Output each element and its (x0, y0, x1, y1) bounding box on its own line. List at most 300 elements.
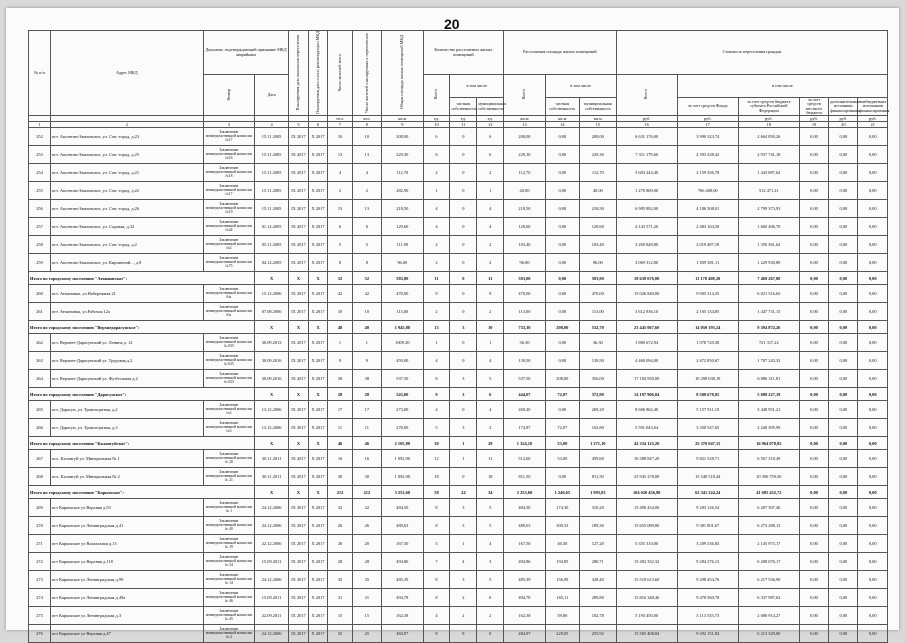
table-row (29, 128, 888, 146)
subtotal-cell: 0,00 (858, 388, 888, 401)
table-cell: 0,00 (799, 589, 828, 607)
table-cell: 9 (423, 285, 450, 303)
table-cell: 1 229 930,89 (738, 254, 799, 272)
table-cell: 2 240 395,99 (738, 419, 799, 437)
table-cell: 0,00 (858, 553, 888, 571)
table-cell: 218,50 (382, 200, 424, 218)
table-cell: 16 (328, 450, 352, 468)
doc-date-cell: 24.12.2006 (254, 499, 288, 517)
table-cell: 0,00 (799, 607, 828, 625)
doc-date-cell: 15.11.2005 (254, 164, 288, 182)
resettlement-register-table (28, 30, 888, 643)
subtotal-cell: 34 (477, 486, 504, 499)
subtotal-cell: 28 (328, 388, 352, 401)
doc-date-cell: 24.12.2006 (254, 571, 288, 589)
table-cell: 0,00 (829, 419, 858, 437)
table-cell: 2 799 373,93 (738, 200, 799, 218)
row-number-cell: 264 (29, 370, 51, 388)
table-cell: 0,00 (829, 303, 858, 321)
table-cell: 4 (477, 352, 504, 370)
table-cell: IX 2017 (289, 419, 309, 437)
table-cell: 17 184 950,00 (616, 370, 677, 388)
row-number-cell: 274 (29, 589, 51, 607)
table-cell: 5 (477, 517, 504, 535)
doc-number-cell: Заключение межведомственной комиссии № 46 (203, 589, 254, 607)
table-cell: 1 (352, 334, 381, 352)
table-cell: 0,00 (799, 128, 828, 146)
unit-cell: руб. (858, 116, 888, 122)
table-cell: 139,50 (504, 352, 546, 370)
table-cell: 3 (450, 499, 477, 517)
column-number-cell: 16 (616, 122, 677, 128)
table-cell: 0,00 (799, 164, 828, 182)
header-area-group: Расселяемая площадь жилых помещений (504, 31, 616, 75)
table-cell: 5 (423, 535, 450, 553)
table-cell: 113,00 (579, 303, 616, 321)
unit-cell: ед. (477, 116, 504, 122)
table-cell: 2 (450, 589, 477, 607)
table-cell: X 2017 (308, 370, 328, 388)
table-cell: IX 2017 (289, 128, 309, 146)
subtotal-cell: 58 (423, 486, 450, 499)
column-number-cell: 1 (29, 122, 51, 128)
table-cell: 8 (450, 625, 477, 643)
table-row (29, 419, 888, 437)
subtotal-cell: X (308, 437, 328, 450)
table-cell: 13 (328, 200, 352, 218)
table-cell: 31 (352, 589, 381, 607)
table-cell: 162,38 (382, 607, 424, 625)
table-cell: 40,30 (545, 535, 579, 553)
unit-cell: руб. (829, 116, 858, 122)
table-cell: IX 2017 (289, 200, 309, 218)
table-cell: IX 2017 (289, 218, 309, 236)
table-cell: 0,00 (799, 517, 828, 535)
header-address: Адрес МКД (50, 31, 203, 116)
table-cell: 9 821 528,71 (677, 450, 738, 468)
subtotal-cell: 42 334 125,20 (616, 437, 677, 450)
address-cell: пгт Карымское ул Ленинградская д.3 (50, 607, 203, 625)
table-cell: 282,90 (382, 182, 424, 200)
table-cell: 17 (328, 401, 352, 419)
doc-date-cell: 05.11.2005 (254, 236, 288, 254)
table-cell: 721 317,22 (738, 334, 799, 352)
table-cell: 1 278 800,00 (616, 182, 677, 200)
subtotal-cell: 0,00 (829, 321, 858, 334)
table-row (29, 468, 888, 486)
table-row (29, 401, 888, 419)
table-cell: 0,00 (858, 450, 888, 468)
doc-number-cell: Заключение межведомственной комиссии №44 (203, 218, 254, 236)
table-cell: IX 2017 (289, 285, 309, 303)
table-cell: 1 (477, 334, 504, 352)
row-number-cell: 252 (29, 128, 51, 146)
header-doc-num: Номер (203, 75, 254, 116)
subtotal-cell: 52 (352, 272, 381, 285)
table-cell: IX 2017 (289, 352, 309, 370)
doc-date-cell: 15.11.2005 (254, 182, 288, 200)
table-cell: 0 (450, 334, 477, 352)
table-cell: 5 193 450,00 (616, 607, 677, 625)
table-cell: 0 (450, 236, 477, 254)
table-cell: 0,00 (858, 164, 888, 182)
doc-number-cell: Заключение межведомственной комиссии № 025 (203, 352, 254, 370)
subtotal-cell: 444,07 (504, 388, 546, 401)
table-cell: 112,70 (382, 164, 424, 182)
table-cell: X 2017 (308, 419, 328, 437)
table-cell: 10 (352, 303, 381, 321)
table-cell: 0,00 (545, 334, 579, 352)
table-cell: 1 078 720,58 (677, 334, 738, 352)
table-cell: 3 069 312,00 (616, 254, 677, 272)
table-cell: X 2017 (308, 164, 328, 182)
table-cell: 4 393 438,42 (677, 146, 738, 164)
table-cell: 0,00 (799, 401, 828, 419)
table-cell: 2 937 741,18 (738, 146, 799, 164)
table-cell: 3 (450, 571, 477, 589)
table-cell: 0,00 (858, 146, 888, 164)
subtotal-cell: 0,00 (799, 486, 828, 499)
table-cell: 300,33 (545, 517, 579, 535)
table-cell: 4 (423, 401, 450, 419)
table-cell: 494,78 (504, 589, 546, 607)
table-cell: 3 209 336,83 (677, 535, 738, 553)
table-cell: 6 (477, 146, 504, 164)
table-cell: 811,50 (579, 468, 616, 486)
table-cell: 0,00 (545, 468, 579, 486)
table-cell: 537,50 (382, 370, 424, 388)
subtotal-cell: 62 341 224,24 (677, 486, 738, 499)
subtotal-row (29, 388, 888, 401)
unit-cell: ед. (423, 116, 450, 122)
table-cell: 0,00 (858, 370, 888, 388)
table-cell: 103,40 (504, 236, 546, 254)
header-cost-local: за счет средств местного бюджета (799, 97, 828, 116)
table-cell: 28 (328, 553, 352, 571)
table-cell: 229,30 (504, 146, 546, 164)
table-cell: 0,00 (545, 352, 579, 370)
table-cell: 1 (423, 182, 450, 200)
table-cell: 0 (450, 182, 477, 200)
table-row (29, 182, 888, 200)
table-cell: X 2017 (308, 236, 328, 254)
doc-number-cell: Заключение межведомственной комиссии № 21 (203, 468, 254, 486)
document-page (6, 8, 899, 639)
table-cell: 0,00 (858, 128, 888, 146)
table-cell: 218,50 (504, 200, 546, 218)
table-cell: 459,00 (382, 352, 424, 370)
table-cell: 26 (328, 517, 352, 535)
column-number-cell: 12 (477, 122, 504, 128)
table-cell: 0,00 (799, 334, 828, 352)
unit-cell: руб. (616, 116, 677, 122)
subtotal-cell: 583,00 (504, 272, 546, 285)
table-cell: IX 2017 (289, 450, 309, 468)
table-cell: 15 518 613,60 (616, 571, 677, 589)
doc-number-cell: Заключение межведомственной комиссии №19 (203, 200, 254, 218)
subtotal-cell: 41 685 432,72 (738, 486, 799, 499)
table-cell: 208,00 (579, 128, 616, 146)
table-cell: X 2017 (308, 218, 328, 236)
table-cell: 8 (423, 571, 450, 589)
subtotal-cell: 0,00 (829, 437, 858, 450)
table-cell: 18 (477, 468, 504, 486)
subtotal-cell: 46 (328, 437, 352, 450)
address-cell: пгт. Дарасун, ул. Транспортная, д.2 (50, 401, 203, 419)
table-cell: 8 (352, 254, 381, 272)
table-cell: IX 2017 (289, 370, 309, 388)
subtotal-cell: 543,00 (382, 388, 424, 401)
table-cell: 15 816 348,46 (616, 589, 677, 607)
table-cell: 766 408,00 (677, 182, 738, 200)
table-cell: 20 (328, 535, 352, 553)
address-cell: пгт. Аксеново-Звиловское, ул. Сов.-город, д.25 (50, 146, 203, 164)
table-cell: 5 (352, 236, 381, 254)
subtotal-cell: 29 (477, 437, 504, 450)
table-row (29, 571, 888, 589)
table-cell: 32 (328, 499, 352, 517)
column-number-cell: 6 (308, 122, 328, 128)
table-cell: IX 2017 (289, 468, 309, 486)
column-number-cell: 2 (50, 122, 203, 128)
table-cell: 1 443 887,62 (738, 164, 799, 182)
table-cell: 5 355 310,00 (616, 535, 677, 553)
address-cell: пгт Карымское ул Верхняя д.118 (50, 553, 203, 571)
subtotal-cell: 11 (477, 272, 504, 285)
header-doc-date: Дата (254, 75, 288, 116)
row-number-cell: 262 (29, 334, 51, 352)
table-cell: 9 478 560,78 (677, 589, 738, 607)
table-cell: 174,87 (504, 419, 546, 437)
address-cell: пгт. Атмановка, ул.Рабочая 12а (50, 303, 203, 321)
header-rooms-private: частная собственность (450, 97, 477, 116)
table-row (29, 450, 888, 468)
table-cell: 1 (477, 182, 504, 200)
table-cell: 0,00 (829, 218, 858, 236)
subtotal-cell: 2 253,60 (504, 486, 546, 499)
table-cell: X 2017 (308, 334, 328, 352)
table-cell: 0 (450, 303, 477, 321)
doc-date-cell: 15.09.2011 (254, 589, 288, 607)
table-cell: 15 (328, 607, 352, 625)
subtotal-cell: 0,00 (858, 272, 888, 285)
table-cell: 3 269 848,80 (616, 236, 677, 254)
table-cell: 0,00 (858, 607, 888, 625)
table-cell: 0,00 (829, 607, 858, 625)
table-cell: 0,00 (858, 401, 888, 419)
table-cell: IX 2017 (289, 334, 309, 352)
column-number-cell: 11 (450, 122, 477, 128)
table-cell: 2 165 134,85 (677, 303, 738, 321)
table-cell: 2 (477, 607, 504, 625)
subtotal-label: Итого по городскому поселению "Дарасунское": (29, 388, 255, 401)
subtotal-row (29, 437, 888, 450)
column-number-cell: 7 (328, 122, 352, 128)
table-cell: 310,20 (579, 499, 616, 517)
table-cell: 0,00 (829, 352, 858, 370)
table-cell: 0,00 (799, 553, 828, 571)
table-cell: 113,00 (382, 303, 424, 321)
table-cell: 35 (352, 571, 381, 589)
table-cell: 18 (423, 468, 450, 486)
table-cell: 0,00 (829, 517, 858, 535)
table-cell: 96,00 (382, 254, 424, 272)
table-cell: 16 388 847,20 (616, 450, 677, 468)
table-cell: 0,00 (799, 236, 828, 254)
subtotal-cell: 53,00 (545, 437, 579, 450)
table-cell: 15 505 408,84 (616, 625, 677, 643)
table-cell: 484,50 (504, 499, 546, 517)
address-cell: пгт. Аксеново-Звиловское, ул. Сов.-город, д.23 (50, 128, 203, 146)
table-cell: 0,00 (799, 303, 828, 321)
table-cell: 2 019 487,18 (677, 236, 738, 254)
doc-number-cell: Заключение межведомственной комиссии № 45 (203, 607, 254, 625)
address-cell: пгт. Аксеново-Звиловское, ул. Сов.-город, д.26 (50, 200, 203, 218)
table-cell: 13 (328, 146, 352, 164)
table-cell: 512 471,21 (738, 182, 799, 200)
table-cell: 10 298 638,19 (677, 370, 738, 388)
table-cell: 0,00 (799, 468, 828, 486)
table-cell: X 2017 (308, 128, 328, 146)
subtotal-cell: X (289, 437, 309, 450)
doc-date-cell: 13.12.2006 (254, 401, 288, 419)
column-number-cell: 20 (829, 122, 858, 128)
subtotal-cell: 46 (352, 437, 381, 450)
column-number-cell: 9 (382, 122, 424, 128)
header-rooms-group: Количество расселяемых жилых помещений (423, 31, 504, 75)
subtotal-cell: 14 197 906,04 (616, 388, 677, 401)
table-cell: 2 (423, 254, 450, 272)
table-cell: 129,60 (382, 218, 424, 236)
table-cell: 484,97 (382, 625, 424, 643)
table-cell: 0,00 (799, 200, 828, 218)
table-cell: 2 (477, 254, 504, 272)
table-cell: 489,63 (504, 517, 546, 535)
table-cell: 0 (450, 401, 477, 419)
table-cell: 0 (450, 218, 477, 236)
table-cell: 2 672 850,67 (677, 352, 738, 370)
subtotal-cell: 0,00 (799, 272, 828, 285)
doc-number-cell: Заключение межведомственной комиссии № 20 (203, 450, 254, 468)
subtotal-cell: 25 370 047,15 (677, 437, 738, 450)
table-cell: X 2017 (308, 450, 328, 468)
table-cell: 1 660 406,70 (738, 218, 799, 236)
table-cell: 6 (328, 218, 352, 236)
table-cell: 2 145 973,17 (738, 535, 799, 553)
table-cell: 12 (423, 450, 450, 468)
table-cell: IX 2017 (289, 146, 309, 164)
table-cell: 20 (352, 535, 381, 553)
subtotal-row (29, 486, 888, 499)
table-cell: 255,92 (579, 625, 616, 643)
table-cell: 3 612 836,10 (616, 303, 677, 321)
table-cell: 0,00 (799, 218, 828, 236)
unit-cell: чел. (328, 116, 352, 122)
row-number-cell: 256 (29, 200, 51, 218)
subtotal-cell: 0,00 (545, 272, 579, 285)
row-number-cell: 269 (29, 499, 51, 517)
table-cell: 0,00 (829, 200, 858, 218)
subtotal-cell: 0,00 (858, 321, 888, 334)
table-cell: 0,00 (829, 499, 858, 517)
row-number-cell: 265 (29, 401, 51, 419)
column-number-cell: 17 (677, 122, 738, 128)
table-cell: 0,00 (858, 218, 888, 236)
table-cell: 40,00 (579, 182, 616, 200)
subtotal-cell: 9 (423, 388, 450, 401)
table-cell: 0,00 (858, 236, 888, 254)
table-cell: X 2017 (308, 553, 328, 571)
table-cell: 0,00 (858, 419, 888, 437)
column-number-cell: 5 (289, 122, 309, 128)
unit-cell: кв.м (545, 116, 579, 122)
table-cell: IX 2017 (289, 303, 309, 321)
table-cell: 489,63 (382, 517, 424, 535)
table-cell: 102,80 (579, 419, 616, 437)
subtotal-cell: X (254, 437, 288, 450)
table-cell: 6 (477, 128, 504, 146)
subtotal-cell: 212 (352, 486, 381, 499)
doc-number-cell: Заключение межведомственной комиссии №2 (203, 401, 254, 419)
doc-date-cell: 24.12.2006 (254, 625, 288, 643)
table-cell: 3 (450, 517, 477, 535)
table-cell: 156,99 (545, 571, 579, 589)
subtotal-cell: X (308, 272, 328, 285)
table-cell: 0 (450, 128, 477, 146)
doc-date-cell: 24.12.2006 (254, 517, 288, 535)
subtotal-cell: X (308, 388, 328, 401)
table-cell: 0,00 (545, 182, 579, 200)
table-cell: 0,00 (799, 285, 828, 303)
table-cell: 4 (477, 200, 504, 218)
table-cell: 9 381 801,67 (677, 517, 738, 535)
table-cell: 0,00 (829, 468, 858, 486)
header-area-incl: в том числе (545, 75, 616, 98)
doc-date-cell: 30.09.2016 (254, 352, 288, 370)
table-cell: 470,00 (382, 285, 424, 303)
table-cell: 4 143 571,20 (616, 218, 677, 236)
table-cell: 42 (328, 285, 352, 303)
row-number-cell: 268 (29, 468, 51, 486)
table-cell: 96,00 (504, 254, 546, 272)
table-cell: 7 311 179,60 (616, 146, 677, 164)
table-cell: 28 (352, 553, 381, 571)
table-cell: 1 (450, 535, 477, 553)
table-row (29, 303, 888, 321)
subtotal-cell: 1 324,10 (504, 437, 546, 450)
column-number-cell: 18 (738, 122, 799, 128)
table-cell: 3 113 535,73 (677, 607, 738, 625)
table-row (29, 254, 888, 272)
table-cell: 111,90 (382, 236, 424, 254)
table-cell: 2 483 164,50 (677, 218, 738, 236)
table-row (29, 236, 888, 254)
unit-cell: кв.м (382, 116, 424, 122)
row-number-cell: 259 (29, 254, 51, 272)
table-cell: 0,00 (799, 182, 828, 200)
doc-number-cell: Заключение межведомственной комиссии №17 (203, 128, 254, 146)
address-cell: пгт Карымское ул Верхняя д.47 (50, 625, 203, 643)
row-number-cell: 266 (29, 419, 51, 437)
subtotal-cell: 212 (328, 486, 352, 499)
table-cell: IX 2017 (289, 517, 309, 535)
address-cell: пгт. Верхнее-Дарасунский ул. Ленина д. 12 (50, 334, 203, 352)
table-cell: 0,00 (858, 254, 888, 272)
table-cell: 6 631 176,00 (616, 128, 677, 146)
header-cost-extra2: внебюджетных источников финансирования (858, 97, 888, 116)
column-number-cell: 21 (858, 122, 888, 128)
table-cell: 0,00 (858, 517, 888, 535)
